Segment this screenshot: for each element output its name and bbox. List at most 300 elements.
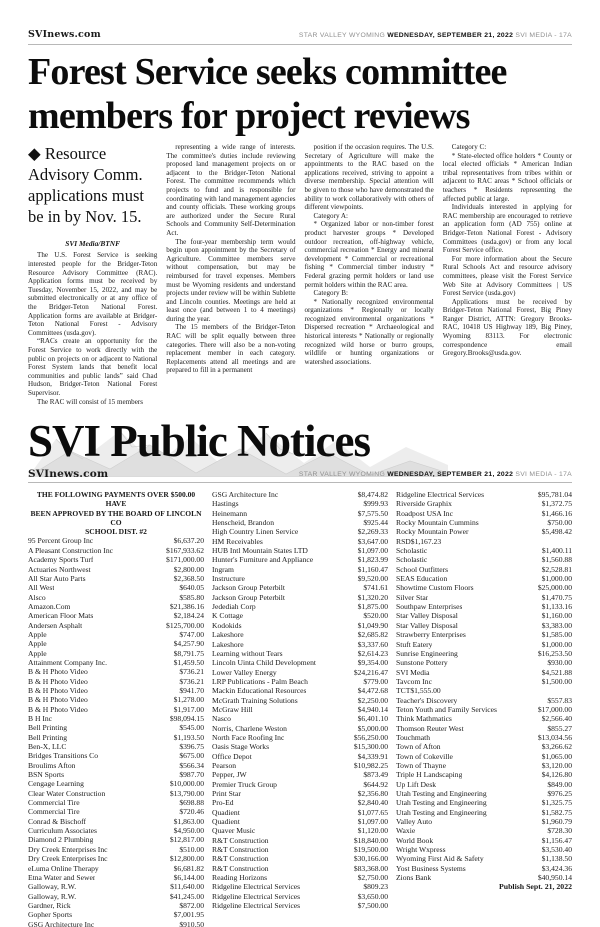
payee-name: Learning without Tears [212, 648, 283, 658]
payee-name: Rocky Mountain Cummins [396, 518, 479, 528]
payment-amount: $1,120.00 [357, 826, 388, 836]
payment-row [28, 583, 204, 592]
payee-name: Lakeshore [212, 630, 244, 640]
payment-row [28, 751, 204, 760]
payment-amount: $741.61 [363, 583, 388, 593]
payment-amount: $5,498.42 [541, 527, 572, 537]
payee-name: Showtime Custom Floors [396, 583, 474, 593]
payment-amount: $12,817.00 [169, 835, 204, 845]
payee-name: Hunter's Furniture and Appliance [212, 555, 314, 565]
payment-amount: $7,500.00 [357, 901, 388, 911]
dateline-location: STAR VALLEY WYOMING [298, 32, 388, 39]
payment-row [396, 724, 572, 733]
payment-amount: $2,840.40 [357, 798, 388, 808]
payment-amount: $2,368.50 [173, 573, 204, 583]
payment-amount: $17,000.00 [537, 704, 572, 714]
payment-amount: $750.00 [547, 518, 572, 528]
payment-row [212, 724, 388, 733]
payment-row [396, 845, 572, 854]
payment-amount: $736.21 [179, 667, 204, 677]
payment-amount: $925.44 [363, 518, 388, 528]
payee-name: Quaver Music [212, 826, 256, 836]
payee-name: SVI Media [396, 667, 430, 677]
payee-name: Pearson [212, 760, 237, 770]
payment-amount: $7,575.50 [357, 508, 388, 518]
payment-row [396, 546, 572, 555]
payee-name: Academy Sports Turf [28, 555, 94, 565]
payment-row [396, 574, 572, 583]
payment-amount: $510.00 [179, 844, 204, 854]
payee-name: Broulims Afton [28, 760, 76, 770]
article-paragraph: Applications must be received by Bridger-Teton National Forest, Big Piney Ranger District, ATTN: Gregory Brooks-RAC, 10418 US Highway 189, Big Piney, Wyoming 83113. For electronic correspondence email Gregory.Brooks@usda.gov. [442, 297, 572, 358]
payments-table-header [28, 490, 204, 536]
article-paragraph: The RAC will consist of 15 members [37, 397, 144, 406]
payment-row [28, 630, 204, 639]
payment-row [28, 649, 204, 658]
payee-name: Conrad & Bischoff [28, 816, 87, 826]
payment-row [28, 789, 204, 798]
payee-name: McGrath Training Solutions [212, 695, 298, 705]
payment-row [212, 752, 388, 761]
payee-name: Jedediah Corp [212, 602, 256, 612]
article-paragraph: “RACs create an opportunity for the Forest Service to work directly with the public on projects on or adjacent to National Forest System lands that benefit local communities and public lands” said Chad Hudson, Bridger-Teton National Forest Supervisor. [28, 337, 158, 397]
payee-name: Silver Star [396, 592, 429, 602]
payment-row [212, 630, 388, 639]
payee-name: North Face Roofing Inc [212, 732, 285, 742]
payment-row [396, 593, 572, 602]
payment-row [396, 780, 572, 789]
payment-amount: $2,750.00 [357, 873, 388, 883]
payment-amount: $10,982.25 [353, 760, 388, 770]
article-paragraph: Category C: [451, 143, 487, 151]
payment-amount: $1,372.75 [541, 499, 572, 509]
article-byline: SVI Media/BTNF [65, 239, 121, 249]
payee-name: Amazon.Com [28, 601, 71, 611]
payment-amount: $545.00 [179, 723, 204, 733]
payment-row [28, 593, 204, 602]
payee-name: Heinemann [212, 508, 248, 518]
payee-name: Galloway, R.W. [28, 891, 77, 901]
payment-amount: $9,520.00 [357, 574, 388, 584]
payee-name: R&T Construction [212, 863, 269, 873]
payee-name: Hastings [212, 499, 239, 509]
payee-name: Diamond 2 Plumbing [28, 835, 94, 845]
payment-amount: $6,681.82 [173, 863, 204, 873]
payee-name: Jackson Group Peterbilt [212, 583, 285, 593]
payee-name: Yost Business Systems [396, 863, 466, 873]
payment-row [212, 864, 388, 873]
payee-name: Etna Water and Sewer [28, 872, 96, 882]
payment-row [396, 705, 572, 714]
payee-name: Clear Water Construction [28, 788, 106, 798]
payee-name: B & H Photo Video [28, 676, 88, 686]
payment-row [396, 798, 572, 807]
payment-row [212, 593, 388, 602]
payment-amount: $1,917.00 [173, 704, 204, 714]
payment-amount: $987.70 [179, 770, 204, 780]
payee-name: TCT$1,555.00 [396, 686, 441, 696]
payment-row [212, 649, 388, 658]
payments-column-1 [28, 490, 204, 927]
payment-row [28, 779, 204, 788]
payment-amount: $4,472.68 [357, 686, 388, 696]
payee-name: Valley Auto [396, 817, 433, 827]
payment-amount: $1,582.75 [541, 807, 572, 817]
payee-name: Gardner, Rick [28, 900, 71, 910]
payment-row [28, 536, 204, 545]
payee-name: Oasis Stage Works [212, 742, 270, 752]
payee-name: R&T Construction [212, 845, 269, 855]
payment-amount: $1,459.50 [173, 657, 204, 667]
payment-amount: $56,250.00 [353, 732, 388, 742]
payment-row [28, 835, 204, 844]
payment-amount: $1,193.50 [173, 732, 204, 742]
payment-row [396, 527, 572, 536]
payment-amount: $2,184.24 [173, 611, 204, 621]
article-paragraph: The four-year membership term would begin upon appointment by the Secretary of Agriculture. Committee members serve without compensation, but may be reimbursed for travel expenses. Members must be Wyoming residents and understand projects under review will be within Sublette and Lincoln counties. Meetings are held at least once (and between 1 to 4 meetings) during the year. [166, 237, 296, 323]
payment-row [212, 621, 388, 630]
payee-name: Curriculum Associates [28, 826, 97, 836]
payment-amount: $4,126.80 [541, 770, 572, 780]
payee-name: American Floor Mats [28, 611, 94, 621]
payee-name: Wyoming First Aid & Safety [396, 854, 484, 864]
payee-name: GSG Architecture Inc [28, 919, 95, 927]
payment-row [396, 611, 572, 620]
payment-amount: $3,530.40 [541, 845, 572, 855]
payee-name: Southpaw Enterprises [396, 602, 463, 612]
payment-amount: $1,400.11 [541, 546, 572, 556]
payee-name: Star Valley Disposal [396, 620, 458, 630]
notices-dateline [299, 471, 572, 478]
payment-row [28, 761, 204, 770]
payment-row [212, 574, 388, 583]
payee-name: Bell Printing [28, 723, 68, 733]
payment-row [212, 714, 388, 723]
payment-row [28, 770, 204, 779]
dateline [299, 32, 572, 39]
payment-row [212, 817, 388, 826]
payment-amount: $83,368.00 [353, 863, 388, 873]
payment-row [212, 640, 388, 649]
payment-amount: $3,337.60 [357, 639, 388, 649]
article-body [28, 143, 572, 421]
payee-name: 95 Percent Group Inc [28, 536, 94, 546]
payment-amount: $30,166.00 [353, 854, 388, 864]
payment-amount: $1,000.00 [541, 574, 572, 584]
payment-row [28, 714, 204, 723]
payment-amount: $24,216.47 [353, 667, 388, 677]
payment-row [28, 807, 204, 816]
payment-amount: $1,097.00 [357, 817, 388, 827]
payee-name: Cengage Learning [28, 779, 84, 789]
payment-row [396, 668, 572, 677]
payment-amount: $167,933.62 [166, 545, 204, 555]
top-masthead [28, 29, 572, 40]
payee-name: Scholastic [396, 555, 428, 565]
payee-name: All West [28, 583, 55, 593]
notices-dateline-location: STAR VALLEY WYOMING [298, 471, 388, 478]
payee-name: eLuma Online Therapy [28, 863, 99, 873]
payment-row [28, 901, 204, 910]
payee-name: Teacher's Discovery [396, 695, 458, 705]
payment-row [396, 808, 572, 817]
payment-row [396, 621, 572, 630]
payee-name: Ridgeline Electrical Services [212, 891, 301, 901]
payment-row [396, 555, 572, 564]
payment-amount: $1,470.75 [541, 592, 572, 602]
payment-row [396, 864, 572, 873]
payee-name: Actuaries Northwest [28, 564, 91, 574]
payee-name: Town of Cokeville [396, 751, 453, 761]
payment-amount: $98,094.15 [169, 714, 204, 724]
payment-row [28, 546, 204, 555]
payee-name: Mackin Educational Resources [212, 686, 307, 696]
payment-amount: $4,521.88 [541, 667, 572, 677]
payment-amount: $941.70 [179, 685, 204, 695]
payee-name: Lower Valley Energy [212, 667, 277, 677]
payment-row [28, 639, 204, 648]
payment-row [28, 555, 204, 564]
payee-name: Strawberry Enterprises [396, 630, 466, 640]
payment-amount: $873.49 [363, 770, 388, 780]
payee-name: Tavcom Inc [396, 676, 432, 686]
payment-amount: $1,466.16 [541, 508, 572, 518]
article-paragraph: position if the occasion requires. The U.S. Secretary of Agriculture will make the appointments to the RAC based on the applications received, striving to appoint a diverse membership. Special attention will be given to those who have demonstrated the ability to work collaboratively with others of different viewpoints. [304, 143, 434, 212]
payments-table-header-line: BEEN APPROVED BY THE BOARD OF LINCOLN CO [30, 508, 202, 527]
payment-amount: $698.88 [179, 798, 204, 808]
article-column-3 [305, 143, 434, 421]
payment-row [28, 686, 204, 695]
payment-row [212, 499, 388, 508]
payments-table [28, 490, 572, 927]
payment-row [396, 770, 572, 779]
payment-amount: $171,000.00 [166, 555, 204, 565]
payment-amount: $1,875.00 [357, 602, 388, 612]
payee-name: Town of Thayne [396, 760, 446, 770]
payment-amount: $4,950.00 [173, 826, 204, 836]
payment-row [28, 611, 204, 620]
payment-amount: $11,640.00 [170, 882, 204, 892]
payee-name: Ridgeline Electrical Services [396, 490, 485, 499]
payee-name: Ridgeline Electrical Services [212, 901, 301, 911]
article-paragraph: * Organized labor or non-timber forest product harvester groups * Developed outdoor recreation, off-highway vehicle, commercial recreation * Energy and mineral development * Commercial or recreational fishing * Commercial timber industry * Federal grazing permit holders or land use permit holders within the RAC area. [304, 220, 434, 289]
payment-row [396, 602, 572, 611]
payment-amount: $557.83 [547, 695, 572, 705]
payment-amount: $849.00 [547, 779, 572, 789]
payment-amount: $2,685.82 [357, 630, 388, 640]
payment-amount: $7,001.95 [173, 910, 204, 920]
payment-row [28, 892, 204, 901]
payee-name: Galloway, R.W. [28, 882, 77, 892]
article-paragraph: representing a wide range of interests. The committee's duties include reviewing proposed land management projects on or adjacent to the Bridger-Teton National Forest. The committee recommends which projects to fund and is responsible for coordinating with land management agencies and county officials. These working groups are authorized under the Secure Rural Schools and Community Self-Determination Act. [166, 143, 296, 237]
payment-row [28, 920, 204, 927]
payment-amount: $976.25 [547, 789, 572, 798]
payment-amount: $41,245.00 [169, 891, 204, 901]
payment-amount: $1,325.75 [541, 798, 572, 808]
payment-row [28, 621, 204, 630]
payment-amount: $1,138.50 [541, 854, 572, 864]
payment-amount: $6,144.00 [173, 872, 204, 882]
payee-name: Zions Bank [396, 873, 432, 883]
payment-amount: $10,000.00 [169, 779, 204, 789]
payment-row [212, 892, 388, 901]
payee-name: K Cottage [212, 611, 244, 621]
payment-amount: $1,000.00 [541, 639, 572, 649]
article-paragraph: The U.S. Forest Service is seeking interested people for the Bridger-Teton Resource Advisory Committee (RAC). Application forms must be received by Tuesday, November 15, 2022, and may be submitted electronically or at any office of the Bridger-Teton National Forest. Application forms are available at Bridger-Teton National Forest - Advisory Committees (usda.gov). [28, 251, 158, 337]
payment-amount: $2,614.23 [357, 648, 388, 658]
payee-name: McGraw Hill [212, 704, 253, 714]
payment-amount: $13,790.00 [169, 788, 204, 798]
payment-row [212, 733, 388, 742]
payment-amount: $8,791.75 [173, 648, 204, 658]
payment-row [212, 780, 388, 789]
payment-amount: $1,049.90 [357, 620, 388, 630]
payment-row [212, 770, 388, 779]
payee-name: Triple H Landscaping [396, 770, 463, 780]
payments-column-3 [396, 490, 572, 927]
article-column-4 [443, 143, 572, 421]
payee-name: Touchmath [396, 732, 431, 742]
payment-amount: $8,474.82 [357, 490, 388, 499]
payment-row [28, 677, 204, 686]
payment-row [396, 836, 572, 845]
payment-row [396, 499, 572, 508]
payment-row [396, 789, 572, 798]
payment-row [396, 733, 572, 742]
payment-row [28, 826, 204, 835]
payee-name: School Outfitters [396, 564, 449, 574]
payments-table-header-line: SCHOOL DIST. #2 [85, 527, 147, 537]
article-column-1 [28, 143, 157, 421]
payee-name: Thomson Reuter West [396, 723, 464, 733]
payee-name: Wright Wxpress [396, 845, 446, 855]
public-notices-banner [0, 416, 600, 481]
payment-amount: $728.30 [547, 826, 572, 836]
payee-name: BSN Sports [28, 770, 65, 780]
payment-row [212, 583, 388, 592]
payee-name: Attainment Company Inc. [28, 657, 108, 667]
article-headline: Forest Service seeks committee members for project reviews [28, 51, 507, 138]
payment-amount: $640.05 [179, 583, 204, 593]
payment-row [396, 677, 572, 686]
payment-amount: $1,560.88 [541, 555, 572, 565]
notices-site-name: SVInews.com [28, 468, 109, 480]
payment-row [212, 546, 388, 555]
payee-name: Sunrise Engineering [396, 648, 458, 658]
payment-row [212, 677, 388, 686]
article-paragraph: * Nationally recognized environmental organizations * Regionally or locally recognized environmental organizations * Dispersed recreation * Archaeological and historical interests * Nationally or regionally recognized wild horse or burro groups, wildlife or hunting organizations or watershed associations. [304, 297, 434, 366]
payment-row [396, 537, 572, 546]
payment-row [396, 518, 572, 527]
payment-row [396, 509, 572, 518]
payments-table-header-line: THE FOLLOWING PAYMENTS OVER $500.00 HAVE [36, 490, 196, 509]
payment-row [212, 705, 388, 714]
payment-amount: $910.50 [179, 919, 204, 927]
payee-name: Utah Testing and Engineering [396, 807, 487, 817]
payee-name: Rocky Mountain Power [396, 527, 469, 537]
payment-amount: $747.00 [179, 629, 204, 639]
payment-row [212, 518, 388, 527]
payee-name: LRP Publications - Palm Beach [212, 676, 308, 686]
article-paragraph: Individuals interested in applying for RAC membership are encouraged to retrieve an application form (AD 755) online at Bridger-Teton National Forest - Advisory Committees (usda.gov) or from any local Forest Service office. [442, 203, 572, 255]
payee-name: Apple [28, 629, 47, 639]
payment-amount: $999.93 [363, 499, 388, 509]
payee-name: Quadient [212, 807, 240, 817]
payment-amount: $3,383.00 [541, 620, 572, 630]
payee-name: Reading Horizons [212, 873, 268, 883]
payment-row [396, 490, 572, 499]
payment-amount: $15,300.00 [353, 742, 388, 752]
payee-name: Waxie [396, 826, 416, 836]
payment-row [212, 602, 388, 611]
payee-name: Roadpost USA Inc [396, 508, 453, 518]
payment-amount: $13,034.56 [537, 732, 572, 742]
payment-amount: $585.80 [179, 592, 204, 602]
payee-name: Apple [28, 648, 47, 658]
dateline-date: WEDNESDAY, SEPTEMBER 21, 2022 [387, 32, 514, 39]
payment-row [396, 714, 572, 723]
payee-name: GSG Architecture Inc [212, 490, 279, 499]
payment-amount: $1,097.00 [357, 546, 388, 556]
payment-row [396, 761, 572, 770]
payment-amount: $9,354.00 [357, 658, 388, 668]
payment-amount: $3,424.36 [541, 863, 572, 873]
payment-row [212, 742, 388, 751]
payee-name: Gopher Sports [28, 910, 73, 920]
payment-row [212, 611, 388, 620]
payee-name: Nasco [212, 714, 231, 724]
payment-row [28, 798, 204, 807]
payment-amount: $25,000.00 [537, 583, 572, 593]
payee-name: Andersen Asphalt [28, 620, 83, 630]
payment-row [212, 854, 388, 863]
payee-name: Office Depot [212, 751, 252, 761]
payment-row [396, 658, 572, 667]
payment-amount: $4,940.14 [357, 704, 388, 714]
payment-row [396, 752, 572, 761]
payment-row [212, 798, 388, 807]
payee-name: World Book [396, 835, 434, 845]
payment-row [28, 658, 204, 667]
payment-amount: $95,781.04 [537, 490, 572, 499]
payment-amount: $396.75 [179, 742, 204, 752]
payment-row [396, 826, 572, 835]
payment-row [28, 817, 204, 826]
payee-name: Pepper, JW [212, 770, 247, 780]
payment-amount: $1,133.16 [541, 602, 572, 612]
payment-row [28, 864, 204, 873]
payment-amount: $1,823.99 [357, 555, 388, 565]
payment-amount: $3,647.00 [357, 536, 388, 546]
publish-date: Publish Sept. 21, 2022 [498, 882, 572, 892]
payment-amount: $4,339.91 [357, 751, 388, 761]
payment-amount: $125,700.00 [166, 620, 204, 630]
payment-amount: $1,156.47 [541, 835, 572, 845]
payment-row [212, 808, 388, 817]
payment-amount: $1,160.47 [357, 564, 388, 574]
payment-row [212, 555, 388, 564]
article-paragraph: The 15 members of the Bridger-Teton RAC will be split equally between three categories. There will also be a non-voting replacement member in each category. Replacements attend all meetings and are prepared to fill in a permanent [166, 323, 296, 375]
payment-amount: $872.00 [179, 900, 204, 910]
payment-row [396, 649, 572, 658]
payee-name: Utah Testing and Engineering [396, 798, 487, 808]
payee-name: Think Mathmatics [396, 714, 452, 724]
payment-amount: $930.00 [547, 658, 572, 668]
article-column-2 [166, 143, 295, 421]
payment-amount: $675.00 [179, 751, 204, 761]
payment-row [212, 537, 388, 546]
payee-name: HM Receivables [212, 536, 263, 546]
